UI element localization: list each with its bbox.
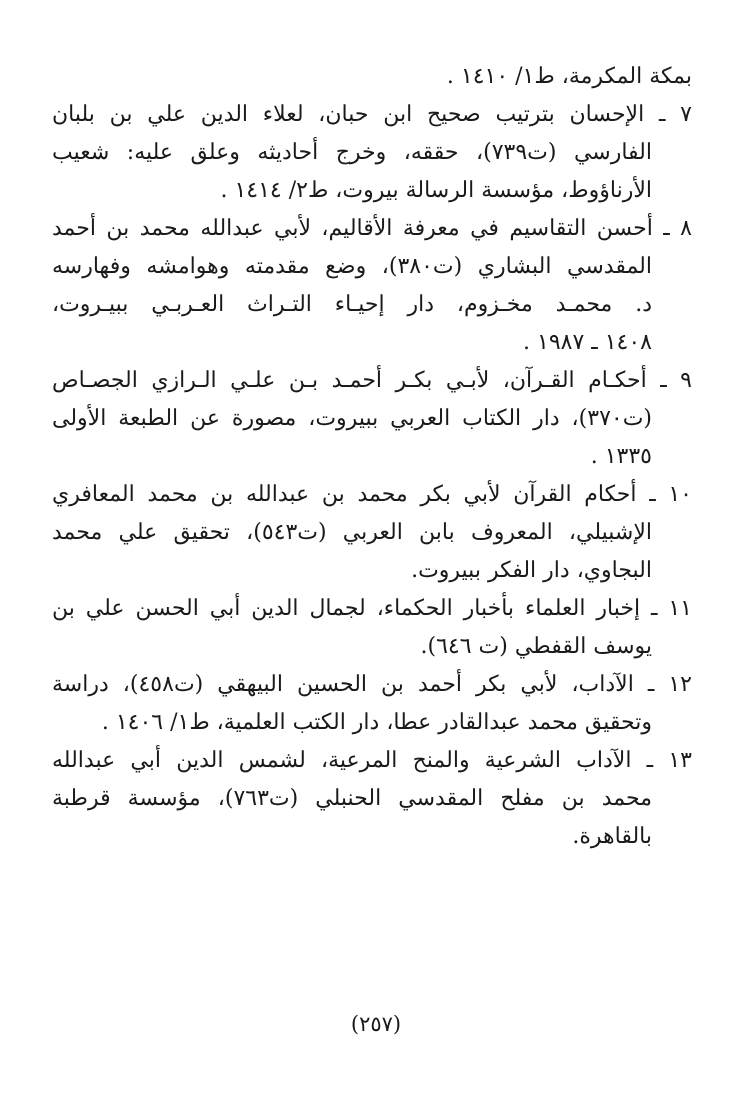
entry-line: وتحقيق محمد عبدالقادر عطا، دار الكتب العلمية، ط١/ ١٤٠٦ . <box>101 710 652 735</box>
entry-line: محمد بن مفلح المقدسي الحنبلي (ت٧٦٣)، مؤسسة قرطبة <box>52 786 652 811</box>
entry-line: الأرناؤوط، مؤسسة الرسالة بيروت، ط٢/ ١٤١٤ . <box>220 178 652 203</box>
bibliography-entry-7 <box>52 96 692 210</box>
entry-line: الإشبيلي، المعروف بابن العربي (ت٥٤٣)، تحقيق علي محمد <box>52 520 652 545</box>
bibliography-entry-11 <box>52 590 692 666</box>
entry-line: ٨ ـ أحسن التقاسيم في معرفة الأقاليم، لأبي عبدالله محمد بن أحمد <box>52 216 692 241</box>
bibliography-entry-8 <box>52 210 692 362</box>
entry-line: ١٤٠٨ ـ ١٩٨٧ . <box>523 330 652 355</box>
entry-line: الفارسي (ت٧٣٩)، حققه، وخرج أحاديثه وعلق عليه: شعيب <box>52 140 652 165</box>
bibliography-entry-9 <box>52 362 692 476</box>
entry-line: بالقاهرة. <box>572 824 652 849</box>
entry-line: د. محمـد مخـزوم، دار إحيـاء التـراث العـربـي ببيـروت، <box>52 292 652 317</box>
entry-line: ٩ ـ أحكـام القـرآن، لأبـي بكـر أحمـد بـن علـي الـرازي الجصـاص <box>52 368 692 393</box>
entry-line: البجاوي، دار الفكر ببيروت. <box>411 558 652 583</box>
entry-line: يوسف القفطي (ت ٦٤٦). <box>420 634 652 659</box>
entry-line: ١٠ ـ أحكام القرآن لأبي بكر محمد بن عبدالله بن محمد المعافري <box>52 482 692 507</box>
bibliography-entry-10 <box>52 476 692 590</box>
bibliography-entry-13 <box>52 742 692 856</box>
entry-line: ١٢ ـ الآداب، لأبي بكر أحمد بن الحسين البيهقي (ت٤٥٨)، دراسة <box>52 672 692 697</box>
continuation-entry <box>52 58 692 96</box>
entry-line: ١٣٣٥ . <box>590 444 652 469</box>
entry-line: (ت٣٧٠)، دار الكتاب العربي ببيروت، مصورة عن الطبعة الأولى <box>52 406 652 431</box>
entry-line: ١١ ـ إخبار العلماء بأخبار الحكماء، لجمال الدين أبي الحسن علي بن <box>52 596 692 621</box>
entry-line: المقدسي البشاري (ت٣٨٠)، وضع مقدمته وهوامشه وفهارسه <box>52 254 652 279</box>
entry-line: بمكة المكرمة، ط١/ ١٤١٠ . <box>446 64 692 89</box>
entry-line: ١٣ ـ الآداب الشرعية والمنح المرعية، لشمس الدين أبي عبدالله <box>52 748 692 773</box>
entry-line: ٧ ـ الإحسان بترتيب صحيح ابن حبان، لعلاء الدين علي بن بلبان <box>52 102 692 127</box>
page-number: (٢٥٧) <box>350 1012 402 1036</box>
bibliography-entry-12 <box>52 666 692 742</box>
bibliography-text <box>52 58 692 856</box>
